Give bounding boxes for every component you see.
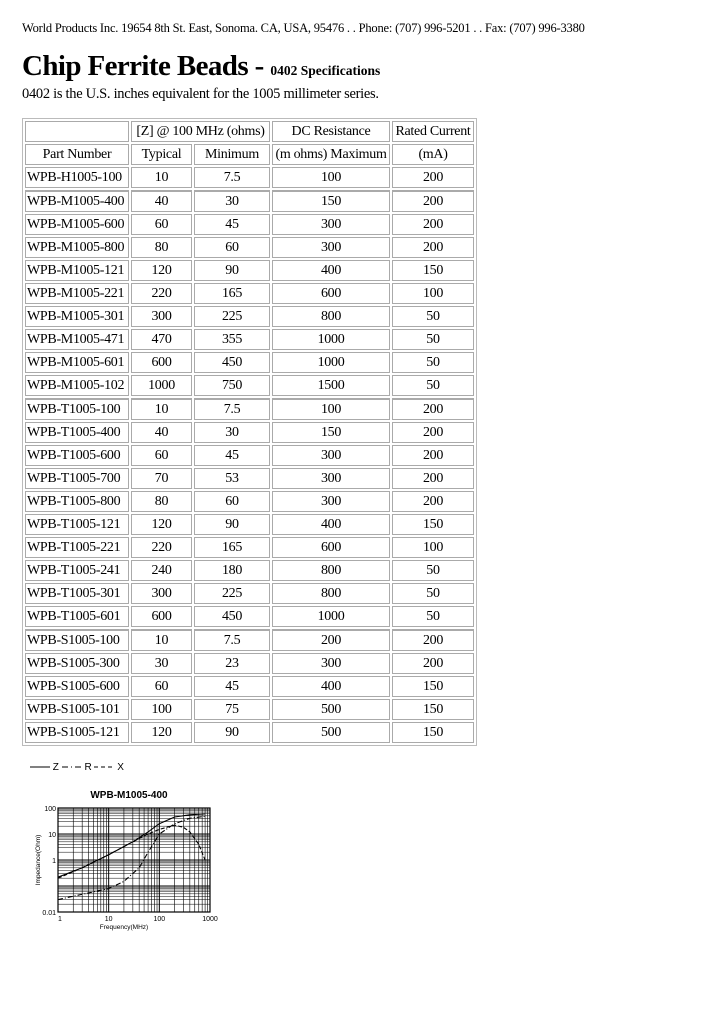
table-row <box>25 167 474 188</box>
header-typical: Typical <box>131 144 192 165</box>
typical-cell: 600 <box>131 352 192 373</box>
current-cell: 50 <box>392 583 474 604</box>
dcr-cell: 400 <box>272 676 390 697</box>
chart-title: WPB-M1005-400 <box>90 790 168 801</box>
part-number-cell: WPB-T1005-601 <box>25 606 129 627</box>
typical-cell: 220 <box>131 537 192 558</box>
legend-z: Z <box>52 762 59 773</box>
minimum-cell: 180 <box>194 560 270 581</box>
typical-cell: 60 <box>131 214 192 235</box>
part-number-cell: WPB-S1005-600 <box>25 676 129 697</box>
table-row <box>25 560 474 581</box>
dcr-cell: 300 <box>272 214 390 235</box>
table-row <box>25 606 474 627</box>
minimum-cell: 23 <box>194 653 270 674</box>
part-number-cell: WPB-T1005-600 <box>25 445 129 466</box>
x-tick-label: 1 <box>58 916 62 923</box>
impedance-chart <box>28 786 228 936</box>
header-minimum: Minimum <box>194 144 270 165</box>
table-row <box>25 583 474 604</box>
typical-cell: 10 <box>131 398 192 420</box>
table-row <box>25 537 474 558</box>
dcr-cell: 200 <box>272 629 390 651</box>
current-cell: 200 <box>392 468 474 489</box>
y-tick-label: 1 <box>52 858 56 865</box>
part-number-cell: WPB-T1005-700 <box>25 468 129 489</box>
x-tick-label: 1000 <box>202 916 218 923</box>
typical-cell: 120 <box>131 260 192 281</box>
table-row <box>25 260 474 281</box>
typical-cell: 220 <box>131 283 192 304</box>
current-cell: 100 <box>392 283 474 304</box>
typical-cell: 470 <box>131 329 192 350</box>
dcr-cell: 300 <box>272 468 390 489</box>
dcr-cell: 800 <box>272 583 390 604</box>
header-impedance: [Z] @ 100 MHz (ohms) <box>131 121 270 142</box>
dcr-cell: 1000 <box>272 352 390 373</box>
typical-cell: 40 <box>131 422 192 443</box>
legend-x: X <box>117 762 124 773</box>
current-cell: 200 <box>392 237 474 258</box>
table-row <box>25 699 474 720</box>
company-header: World Products Inc. 19654 8th St. East, Sonoma. CA, USA, 95476 . . Phone: (707) 996-5201 . . Fax: (707) 996-3380 <box>22 21 585 35</box>
part-number-cell: WPB-S1005-100 <box>25 629 129 651</box>
page-title <box>22 50 380 83</box>
dcr-cell: 300 <box>272 653 390 674</box>
table-row <box>25 237 474 258</box>
minimum-cell: 7.5 <box>194 398 270 420</box>
current-cell: 200 <box>392 422 474 443</box>
part-number-cell: WPB-T1005-221 <box>25 537 129 558</box>
current-cell: 50 <box>392 352 474 373</box>
minimum-cell: 7.5 <box>194 629 270 651</box>
typical-cell: 240 <box>131 560 192 581</box>
table-header-row <box>25 121 474 142</box>
table-row <box>25 468 474 489</box>
minimum-cell: 53 <box>194 468 270 489</box>
dcr-cell: 400 <box>272 260 390 281</box>
x-tick-label: 100 <box>153 916 166 923</box>
table-row <box>25 422 474 443</box>
dcr-cell: 1000 <box>272 606 390 627</box>
table-row <box>25 445 474 466</box>
minimum-cell: 30 <box>194 190 270 212</box>
legend-r: R <box>84 762 92 773</box>
part-number-cell: WPB-M1005-800 <box>25 237 129 258</box>
title-main: Chip Ferrite Beads - <box>22 50 271 82</box>
minimum-cell: 90 <box>194 514 270 535</box>
current-cell: 200 <box>392 445 474 466</box>
current-cell: 100 <box>392 537 474 558</box>
minimum-cell: 450 <box>194 606 270 627</box>
typical-cell: 60 <box>131 676 192 697</box>
dcr-cell: 400 <box>272 514 390 535</box>
part-number-cell: WPB-M1005-400 <box>25 190 129 212</box>
typical-cell: 1000 <box>131 375 192 396</box>
table-row <box>25 514 474 535</box>
x-tick-label: 10 <box>104 916 113 923</box>
header-dc-resistance: DC Resistance <box>272 121 390 142</box>
part-number-cell: WPB-M1005-301 <box>25 306 129 327</box>
part-number-cell: WPB-M1005-121 <box>25 260 129 281</box>
typical-cell: 300 <box>131 583 192 604</box>
current-cell: 200 <box>392 653 474 674</box>
minimum-cell: 90 <box>194 260 270 281</box>
table-row <box>25 676 474 697</box>
y-tick-label: 100 <box>44 806 56 813</box>
table-row <box>25 306 474 327</box>
minimum-cell: 30 <box>194 422 270 443</box>
dcr-cell: 600 <box>272 537 390 558</box>
current-cell: 50 <box>392 306 474 327</box>
table-row <box>25 398 474 420</box>
dcr-cell: 100 <box>272 167 390 188</box>
table-row <box>25 722 474 743</box>
typical-cell: 100 <box>131 699 192 720</box>
minimum-cell: 75 <box>194 699 270 720</box>
part-number-cell: WPB-M1005-601 <box>25 352 129 373</box>
page-subtitle: 0402 is the U.S. inches equivalent for the 1005 millimeter series. <box>22 86 379 102</box>
current-cell: 50 <box>392 560 474 581</box>
header-blank <box>25 121 129 142</box>
minimum-cell: 45 <box>194 676 270 697</box>
minimum-cell: 60 <box>194 237 270 258</box>
chart-svg <box>28 786 228 936</box>
typical-cell: 80 <box>131 491 192 512</box>
table-row <box>25 283 474 304</box>
x-axis-label: Frequency(MHz) <box>99 924 149 931</box>
current-cell: 50 <box>392 606 474 627</box>
part-number-cell: WPB-S1005-101 <box>25 699 129 720</box>
spec-table <box>22 118 477 746</box>
table-row <box>25 629 474 651</box>
minimum-cell: 750 <box>194 375 270 396</box>
minimum-cell: 7.5 <box>194 167 270 188</box>
dcr-cell: 600 <box>272 283 390 304</box>
part-number-cell: WPB-T1005-241 <box>25 560 129 581</box>
part-number-cell: WPB-T1005-301 <box>25 583 129 604</box>
dcr-cell: 300 <box>272 491 390 512</box>
part-number-cell: WPB-T1005-121 <box>25 514 129 535</box>
current-cell: 150 <box>392 699 474 720</box>
typical-cell: 10 <box>131 167 192 188</box>
current-cell: 200 <box>392 167 474 188</box>
current-cell: 150 <box>392 722 474 743</box>
y-tick-label: 0.01 <box>42 910 56 917</box>
minimum-cell: 45 <box>194 214 270 235</box>
minimum-cell: 60 <box>194 491 270 512</box>
dcr-cell: 500 <box>272 699 390 720</box>
current-cell: 50 <box>392 329 474 350</box>
dcr-cell: 1500 <box>272 375 390 396</box>
part-number-cell: WPB-M1005-102 <box>25 375 129 396</box>
table-header-row <box>25 144 474 165</box>
table-row <box>25 329 474 350</box>
dcr-cell: 150 <box>272 422 390 443</box>
table-row <box>25 214 474 235</box>
part-number-cell: WPB-S1005-121 <box>25 722 129 743</box>
typical-cell: 120 <box>131 722 192 743</box>
title-sub: 0402 Specifications <box>270 63 381 78</box>
current-cell: 150 <box>392 514 474 535</box>
current-cell: 200 <box>392 214 474 235</box>
current-cell: 150 <box>392 676 474 697</box>
part-number-cell: WPB-H1005-100 <box>25 167 129 188</box>
part-number-cell: WPB-T1005-400 <box>25 422 129 443</box>
table-row <box>25 491 474 512</box>
typical-cell: 600 <box>131 606 192 627</box>
table-row <box>25 375 474 396</box>
minimum-cell: 165 <box>194 537 270 558</box>
typical-cell: 120 <box>131 514 192 535</box>
minimum-cell: 45 <box>194 445 270 466</box>
part-number-cell: WPB-M1005-471 <box>25 329 129 350</box>
part-number-cell: WPB-M1005-221 <box>25 283 129 304</box>
part-number-cell: WPB-T1005-800 <box>25 491 129 512</box>
typical-cell: 70 <box>131 468 192 489</box>
current-cell: 150 <box>392 260 474 281</box>
minimum-cell: 225 <box>194 306 270 327</box>
current-cell: 200 <box>392 629 474 651</box>
minimum-cell: 225 <box>194 583 270 604</box>
table-row <box>25 352 474 373</box>
chart-legend <box>30 762 124 773</box>
current-cell: 50 <box>392 375 474 396</box>
header-rated-current: Rated Current <box>392 121 474 142</box>
minimum-cell: 450 <box>194 352 270 373</box>
typical-cell: 300 <box>131 306 192 327</box>
header-current-unit: (mA) <box>392 144 474 165</box>
typical-cell: 80 <box>131 237 192 258</box>
minimum-cell: 165 <box>194 283 270 304</box>
current-cell: 200 <box>392 190 474 212</box>
minimum-cell: 90 <box>194 722 270 743</box>
y-tick-label: 10 <box>48 832 56 839</box>
current-cell: 200 <box>392 398 474 420</box>
typical-cell: 10 <box>131 629 192 651</box>
part-number-cell: WPB-S1005-300 <box>25 653 129 674</box>
dcr-cell: 1000 <box>272 329 390 350</box>
current-cell: 200 <box>392 491 474 512</box>
dcr-cell: 500 <box>272 722 390 743</box>
table-row <box>25 190 474 212</box>
y-axis-label: Impedance(Ohm) <box>35 834 42 886</box>
typical-cell: 30 <box>131 653 192 674</box>
header-part-number: Part Number <box>25 144 129 165</box>
table-row <box>25 653 474 674</box>
dcr-cell: 800 <box>272 306 390 327</box>
dcr-cell: 300 <box>272 237 390 258</box>
typical-cell: 40 <box>131 190 192 212</box>
dcr-cell: 800 <box>272 560 390 581</box>
dcr-cell: 300 <box>272 445 390 466</box>
dcr-cell: 150 <box>272 190 390 212</box>
dcr-cell: 100 <box>272 398 390 420</box>
part-number-cell: WPB-M1005-600 <box>25 214 129 235</box>
typical-cell: 60 <box>131 445 192 466</box>
minimum-cell: 355 <box>194 329 270 350</box>
header-dcr-unit: (m ohms) Maximum <box>272 144 390 165</box>
part-number-cell: WPB-T1005-100 <box>25 398 129 420</box>
